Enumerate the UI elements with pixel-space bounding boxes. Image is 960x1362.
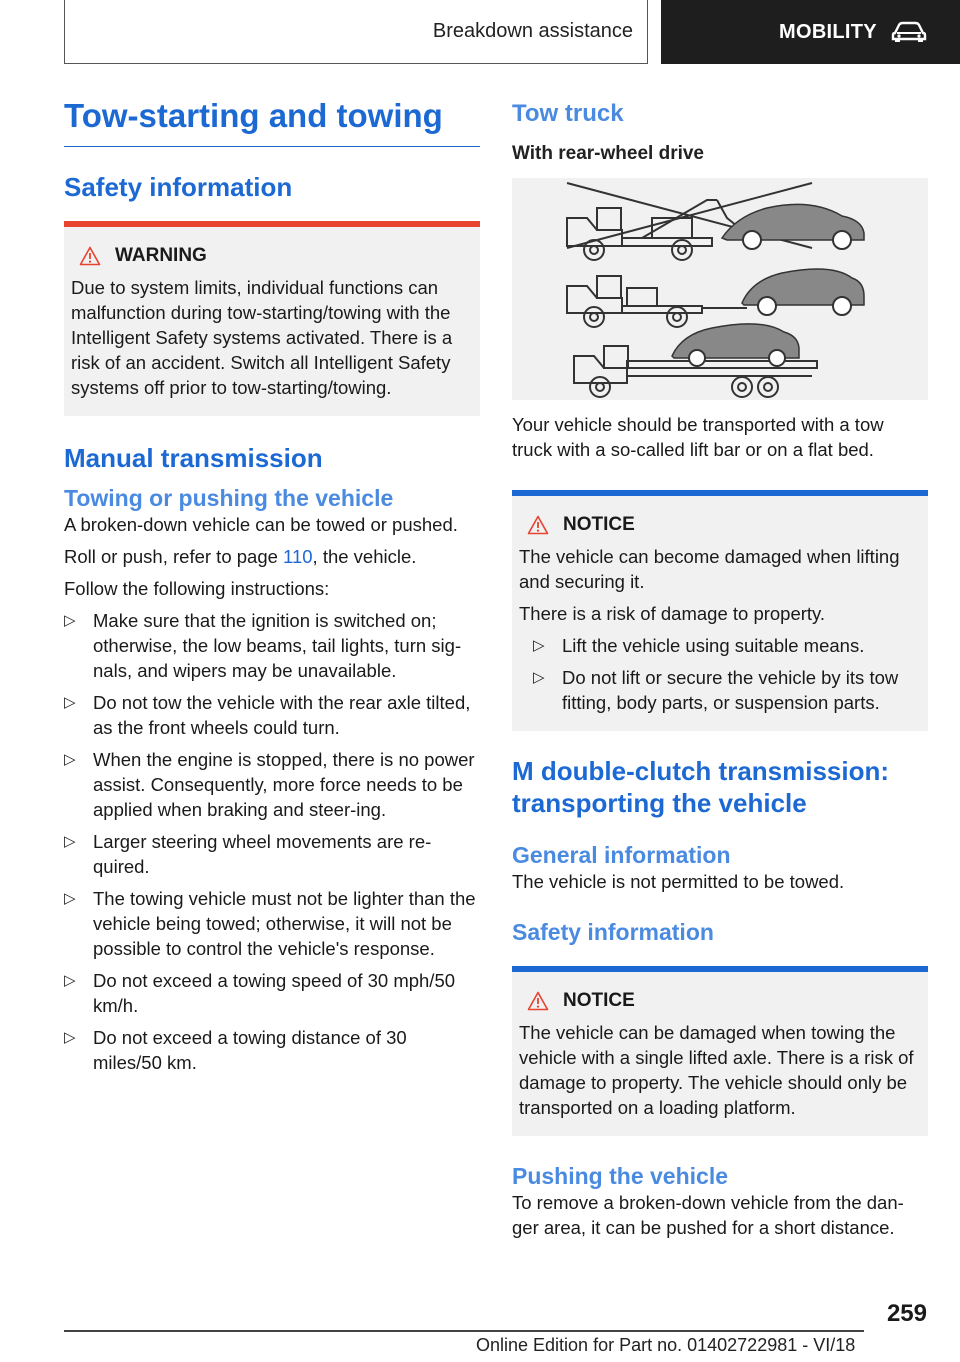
bullet-triangle-icon: ▷ — [64, 1029, 76, 1046]
tow-truck-diagram — [512, 178, 928, 400]
notice-list — [519, 633, 920, 715]
right-column — [512, 100, 928, 1240]
roll-push-text-before: Roll or push, refer to page — [64, 546, 284, 567]
paragraph-roll-push — [64, 544, 480, 569]
list-item — [64, 690, 480, 740]
towing-pushing-heading: Towing or pushing the vehicle — [64, 485, 394, 511]
list-item-text: Do not tow the vehicle with the rear axle tilted, as the front wheels could turn. — [93, 692, 471, 738]
warning-box — [64, 221, 480, 416]
list-item — [533, 665, 920, 715]
notice-box-towing — [512, 966, 928, 1136]
list-item — [64, 829, 480, 879]
warning-text: Due to system limits, individual functions can malfunction during tow-starting/towing with the Intelligent Safety systems activated. There is a risk of an accident. Switch all Intelligent Safety systems off prior to tow-starting/towing. — [71, 277, 453, 398]
left-column — [64, 96, 480, 1075]
list-item — [64, 608, 480, 683]
safety-heading: Safety information — [64, 172, 293, 202]
pushing-text: To remove a broken-down vehicle from the dan-ger area, it can be pushed for a short distance. — [512, 1192, 904, 1238]
list-item-text: Do not exceed a towing speed of 30 mph/50 km/h. — [93, 970, 456, 1016]
paragraph-instructions: Follow the following instructions: — [64, 578, 330, 599]
warning-triangle-icon — [527, 991, 549, 1011]
notice-box-lifting — [512, 490, 928, 731]
general-information-heading: General information — [512, 842, 731, 868]
page-title: Tow-starting and towing — [64, 96, 480, 147]
bullet-triangle-icon: ▷ — [64, 890, 76, 907]
notice-header — [519, 514, 920, 536]
list-item — [64, 1025, 480, 1075]
header-section-title: Breakdown assistance — [432, 20, 633, 42]
tow-truck-heading: Tow truck — [512, 100, 624, 127]
notice-label: NOTICE — [563, 514, 635, 535]
footer-edition: Online Edition for Part no. 01402722981 - VI/18 — [476, 1335, 856, 1355]
instruction-list — [64, 608, 480, 1075]
list-item — [64, 886, 480, 961]
notice-text-risk: There is a risk of damage to property. — [519, 603, 826, 624]
bullet-triangle-icon: ▷ — [533, 669, 545, 686]
notice-text: The vehicle can be damaged when towing the vehicle with a single lifted axle. There is a risk of damage to property. The vehicle should only be transported on a loading platform. — [519, 1022, 914, 1118]
bullet-triangle-icon: ▷ — [533, 637, 545, 654]
header-section-tab — [64, 0, 648, 64]
list-item-text: Do not exceed a towing distance of 30 miles/50 km. — [93, 1027, 407, 1073]
bullet-triangle-icon: ▷ — [64, 694, 76, 711]
notice-header — [519, 990, 920, 1012]
bullet-triangle-icon: ▷ — [64, 972, 76, 989]
page-reference-link[interactable]: 110 — [283, 546, 313, 567]
bullet-triangle-icon: ▷ — [64, 833, 76, 850]
manual-transmission-heading: Manual transmission — [64, 443, 323, 473]
warning-triangle-icon — [79, 246, 101, 266]
roll-push-text-after: , the vehicle. — [312, 546, 417, 567]
mdct-heading: M double-clutch transmission: transporting the vehicle — [512, 756, 890, 818]
list-item-text: Do not lift or secure the vehicle by its tow fitting, body parts, or suspension parts. — [562, 667, 899, 713]
header-chapter-title: MOBILITY — [779, 20, 877, 43]
notice-label: NOTICE — [563, 990, 635, 1011]
page-number: 259 — [886, 1300, 927, 1327]
bullet-triangle-icon: ▷ — [64, 612, 76, 629]
notice-text: The vehicle can become damaged when lifting and securing it. — [519, 546, 900, 592]
footer-divider — [64, 1330, 864, 1332]
header-chapter-tab — [661, 0, 960, 64]
rwd-heading: With rear-wheel drive — [512, 143, 704, 164]
right-safety-heading: Safety information — [512, 919, 714, 945]
list-item-text: Lift the vehicle using suitable means. — [562, 635, 865, 656]
list-item — [533, 633, 920, 658]
tow-truck-illustration — [512, 178, 928, 400]
paragraph-towed-pushed: A broken-down vehicle can be towed or pushed. — [64, 514, 458, 535]
warning-triangle-icon — [527, 515, 549, 535]
pushing-heading: Pushing the vehicle — [512, 1163, 728, 1189]
list-item-text: When the engine is stopped, there is no power assist. Consequently, more force needs to be applied when braking and steer-ing. — [93, 749, 475, 820]
tow-truck-paragraph: Your vehicle should be transported with a tow truck with a so-called lift bar or on a flat bed. — [512, 414, 884, 460]
car-icon — [891, 21, 927, 43]
list-item — [64, 968, 480, 1018]
list-item-text: The towing vehicle must not be lighter than the vehicle being towed; otherwise, it will not be possible to control the vehicle's response. — [93, 888, 476, 959]
warning-label: WARNING — [115, 245, 207, 266]
warning-header — [71, 245, 472, 267]
list-item-text: Larger steering wheel movements are re-quired. — [93, 831, 432, 877]
bullet-triangle-icon: ▷ — [64, 751, 76, 768]
list-item-text: Make sure that the ignition is switched on; otherwise, the low beams, tail lights, turn sig-nals, and wipers may be unavailable. — [93, 610, 462, 681]
list-item — [64, 747, 480, 822]
general-information-text: The vehicle is not permitted to be towed. — [512, 871, 845, 892]
